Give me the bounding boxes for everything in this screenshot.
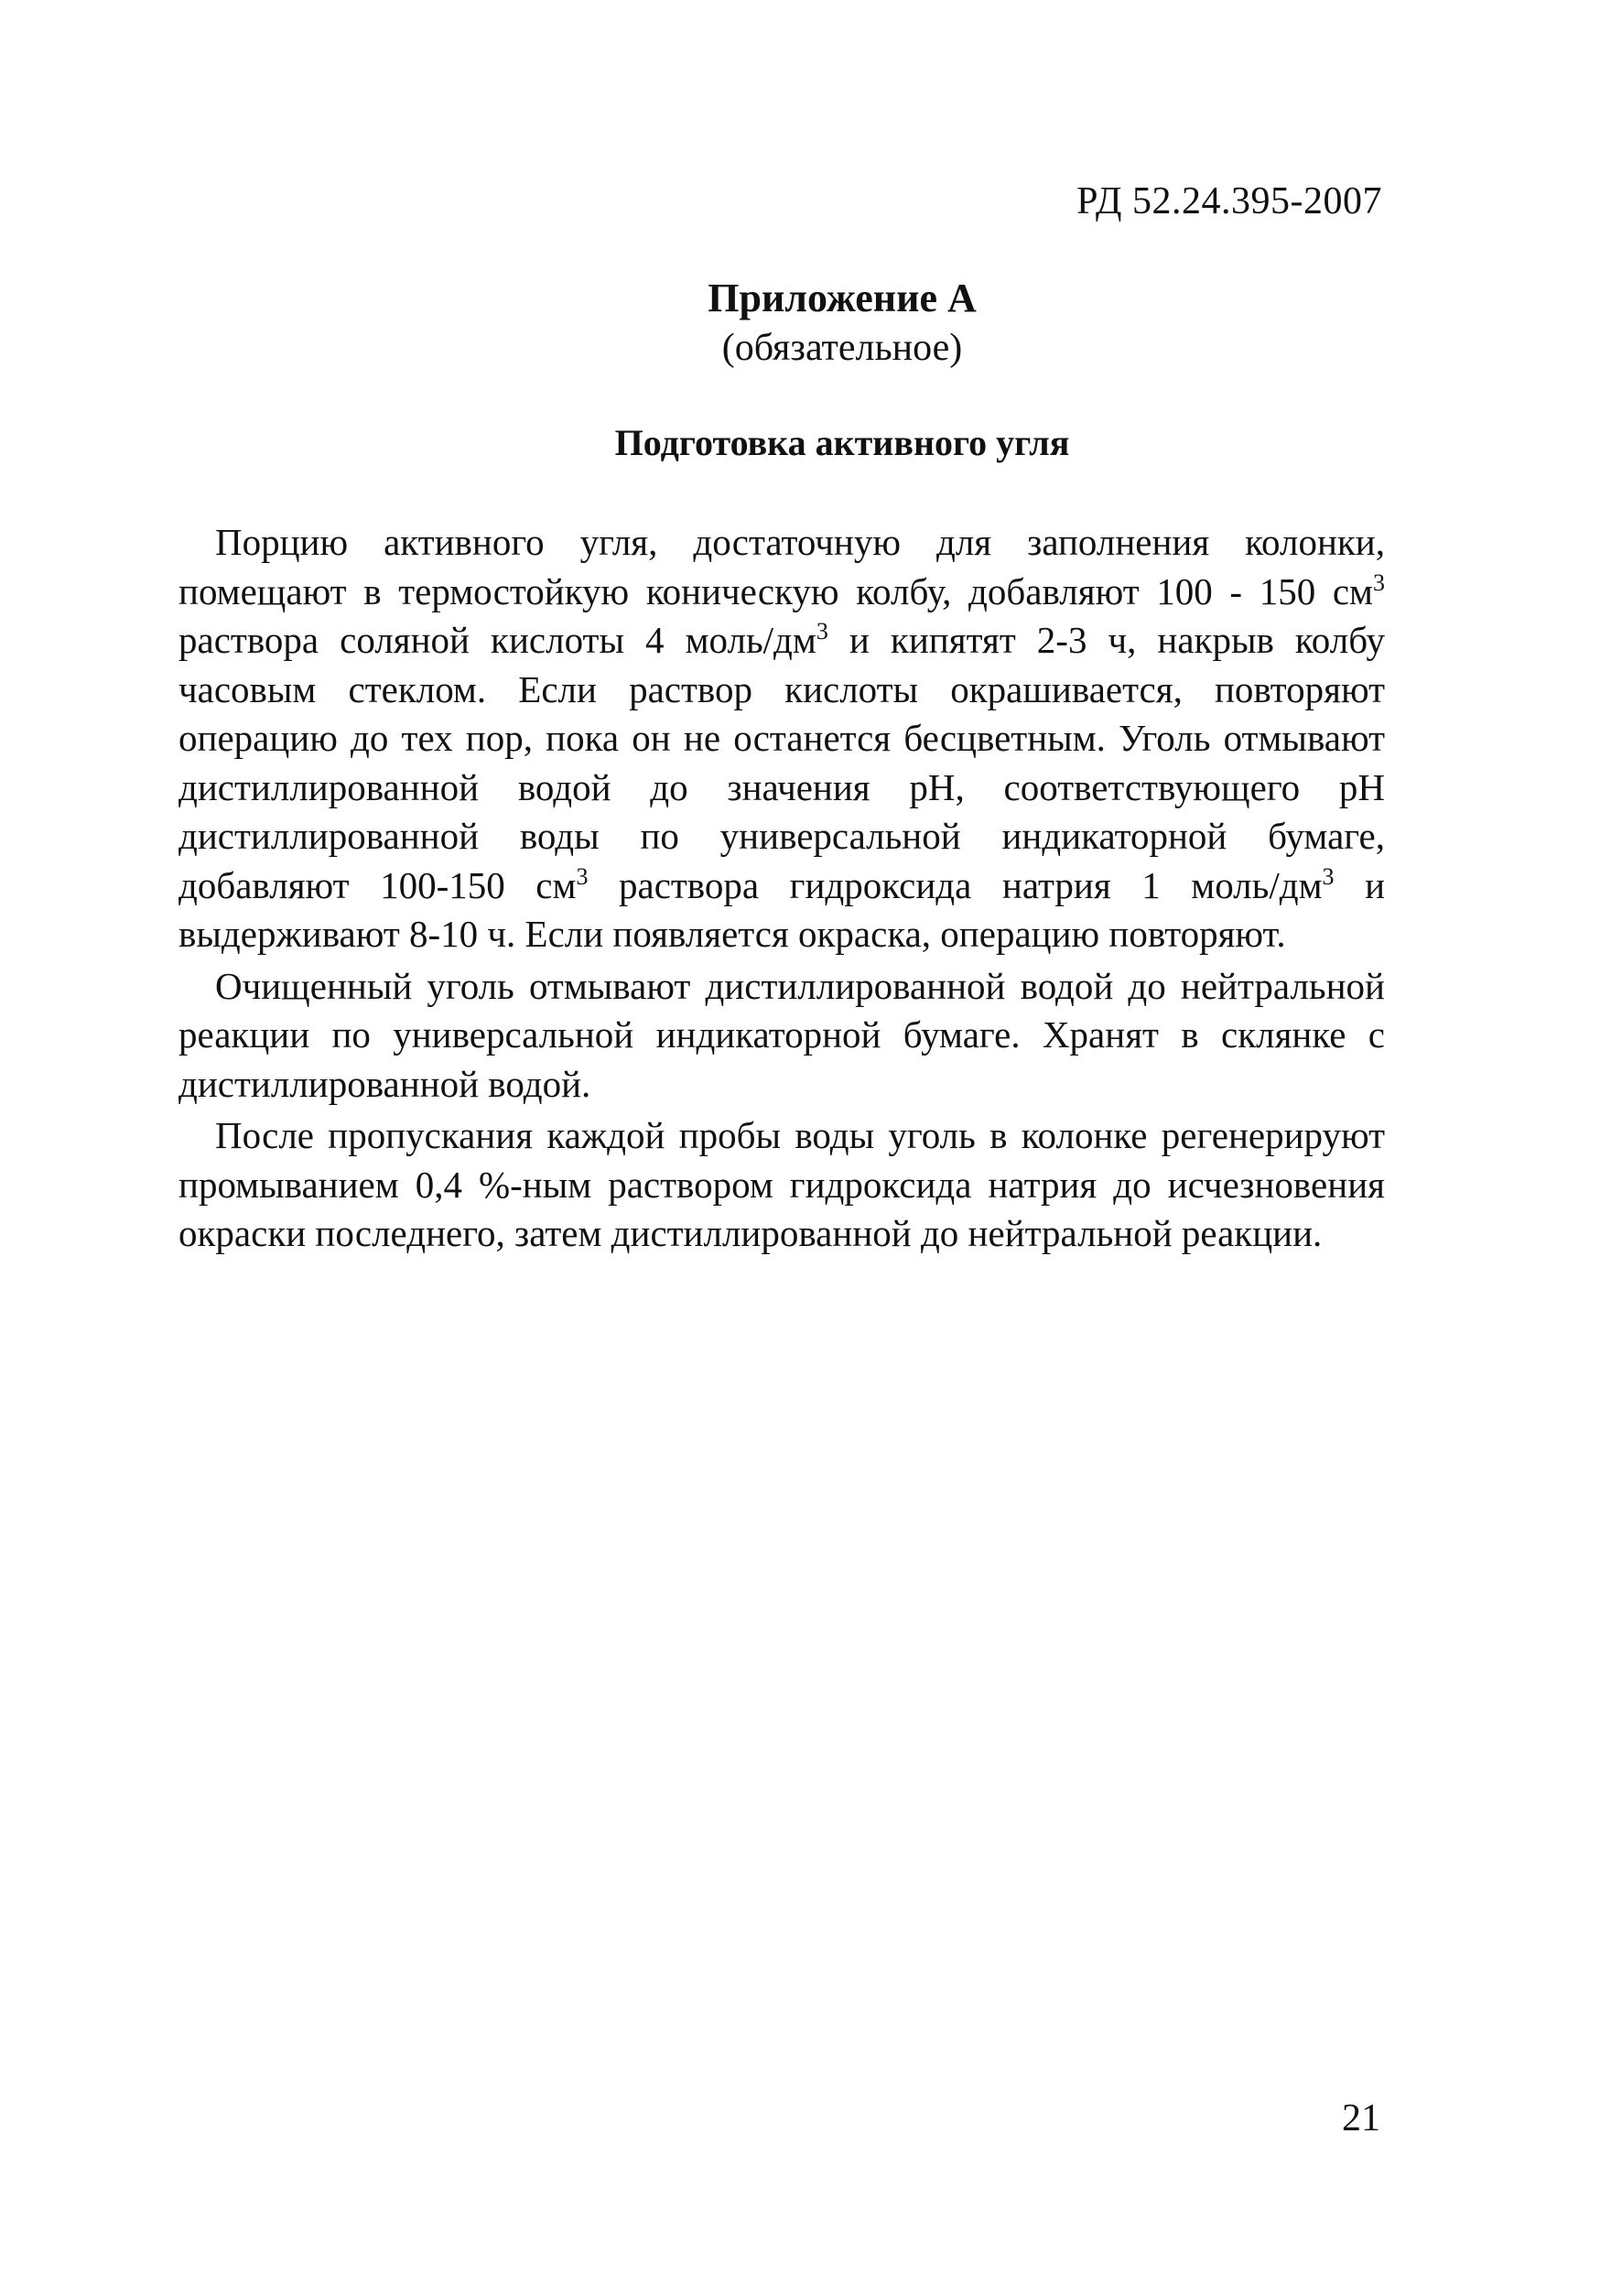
paragraph-1-text-5: и выдерживают 8-10 ч. Если появляется окраска, операцию повторяют. — [178, 863, 1386, 955]
superscript-dm3: 3 — [816, 618, 828, 644]
section-title: Подготовка активного угля — [614, 422, 1070, 463]
superscript-cm3: 3 — [576, 862, 589, 890]
paragraph-1-text-3: и кипятят 2-3 ч, накрыв колбу часовым стеклом. Если раствор кислоты окрашивается, повторяют операцию до тех пор, пока он не останется бесцветным. Уголь отмывают дистиллированной водой до значения pH, соответствующего pH дистиллированной воды по универсальной индикаторной бумаге, добавляют 100-150 см — [178, 619, 1385, 906]
paragraph-1 — [178, 518, 1385, 959]
paragraph-1-text-2: раствора соляной кислоты 4 моль/дм — [178, 619, 816, 661]
body-text — [178, 518, 1385, 1262]
appendix-title: Приложение А — [708, 276, 977, 320]
appendix-status-note: (обязательное) — [721, 327, 963, 369]
document-code: РД 52.24.395-2007 — [1076, 180, 1382, 222]
paragraph-2: Очищенный уголь отмывают дистиллированной водой до нейтральной реакции по универсальной индикаторной бумаге. Хранят в склянке с дистиллированной водой. — [178, 964, 1385, 1105]
page-number: 21 — [1342, 2097, 1380, 2139]
paragraph-3: После пропускания каждой пробы воды уголь в колонке регенерируют промыванием 0,4 %-ным раствором гидроксида натрия до исчезновения окраски последнего, затем дистиллированной до нейтральной реакции. — [178, 1114, 1385, 1254]
paragraph-1-text-4: раствора гидроксида натрия 1 моль/дм — [588, 863, 1323, 906]
superscript-cm3: 3 — [1373, 569, 1385, 596]
superscript-dm3: 3 — [1322, 862, 1335, 890]
paragraph-1-text-1: Порцию активного угля, достаточную для заполнения колонки, помещают в термостойкую коническую колбу, добавляют 100 - 150 см — [178, 521, 1385, 612]
